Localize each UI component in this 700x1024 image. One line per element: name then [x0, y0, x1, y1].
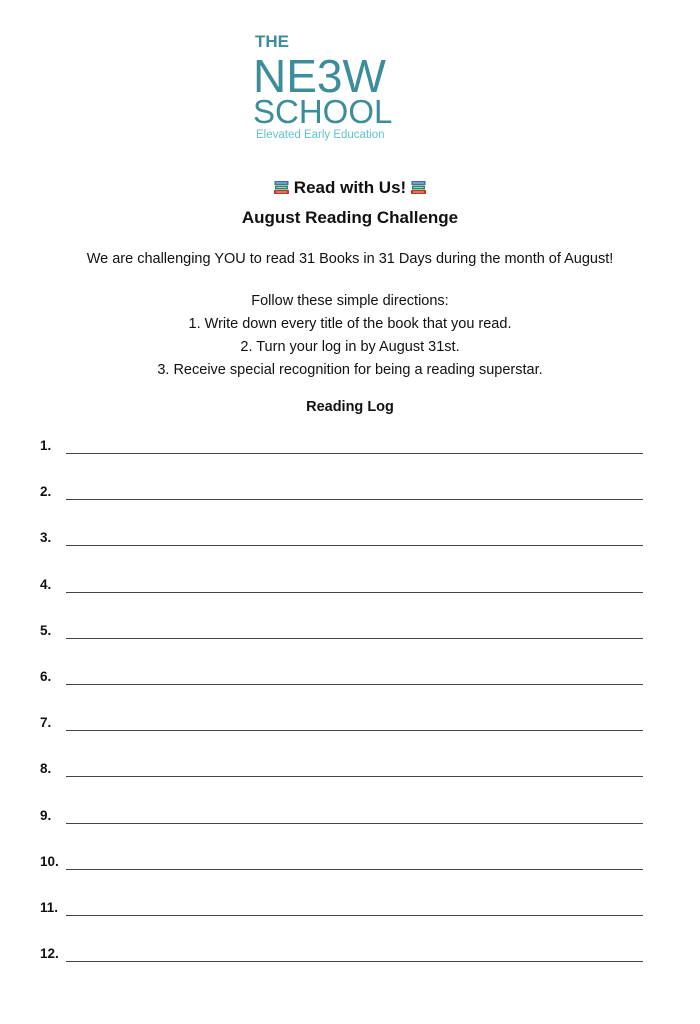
log-entry [40, 530, 643, 576]
log-entry-number: 4. [40, 576, 52, 592]
log-entry-line[interactable] [66, 684, 643, 685]
log-entry-line[interactable] [66, 545, 643, 546]
log-entry-line[interactable] [66, 823, 643, 824]
logo-tagline: Elevated Early Education [256, 129, 385, 141]
logo-line-the: THE [255, 32, 289, 51]
log-entry-line[interactable] [66, 869, 643, 870]
log-entry-number: 12. [40, 946, 59, 962]
school-logo-graphic [253, 30, 417, 142]
direction-item: 3. Receive special recognition for being a reading superstar. [157, 362, 543, 378]
page-title [0, 178, 700, 200]
direction-item: 1. Write down every title of the book that you read. [188, 316, 512, 332]
log-entry-number: 8. [40, 761, 52, 777]
log-entry-line[interactable] [66, 961, 643, 962]
log-entry [40, 900, 643, 946]
log-entry-number: 10. [40, 853, 59, 869]
log-entry-number: 3. [40, 530, 52, 546]
log-entry [40, 808, 643, 854]
title-text: Read with Us! [293, 178, 407, 197]
direction-item: 2. Turn your log in by August 31st. [240, 339, 460, 355]
log-entry [40, 623, 643, 669]
log-entry [40, 669, 643, 715]
log-entry-line[interactable] [66, 453, 643, 454]
log-entry [40, 854, 643, 900]
books-icon [273, 180, 290, 200]
reading-log-heading: Reading Log [306, 399, 394, 415]
log-entry [40, 484, 643, 530]
reading-log-list [40, 438, 643, 992]
log-entry-number: 6. [40, 668, 52, 684]
log-entry-number: 5. [40, 622, 52, 638]
logo-line-new: NE3W [253, 50, 386, 102]
directions [0, 290, 700, 382]
log-entry-line[interactable] [66, 592, 643, 593]
log-entry-line[interactable] [66, 499, 643, 500]
log-entry [40, 438, 643, 484]
books-icon [410, 180, 427, 200]
log-entry [40, 577, 643, 623]
log-entry-number: 9. [40, 807, 52, 823]
log-entry [40, 761, 643, 807]
log-entry-line[interactable] [66, 776, 643, 777]
log-entry-number: 2. [40, 484, 52, 500]
log-entry-number: 11. [40, 899, 59, 915]
log-entry [40, 715, 643, 761]
log-entry-line[interactable] [66, 730, 643, 731]
log-entry-line[interactable] [66, 638, 643, 639]
logo-line-school: SCHOOL [253, 93, 393, 130]
intro-text: We are challenging YOU to read 31 Books in 31 Days during the month of August! [86, 251, 614, 267]
directions-heading: Follow these simple directions: [251, 293, 449, 309]
log-entry-number: 1. [40, 438, 52, 453]
log-entry-line[interactable] [66, 915, 643, 916]
log-entry [40, 946, 643, 992]
log-entry-number: 7. [40, 715, 52, 731]
school-logo [253, 30, 417, 142]
page-subtitle: August Reading Challenge [241, 208, 459, 227]
